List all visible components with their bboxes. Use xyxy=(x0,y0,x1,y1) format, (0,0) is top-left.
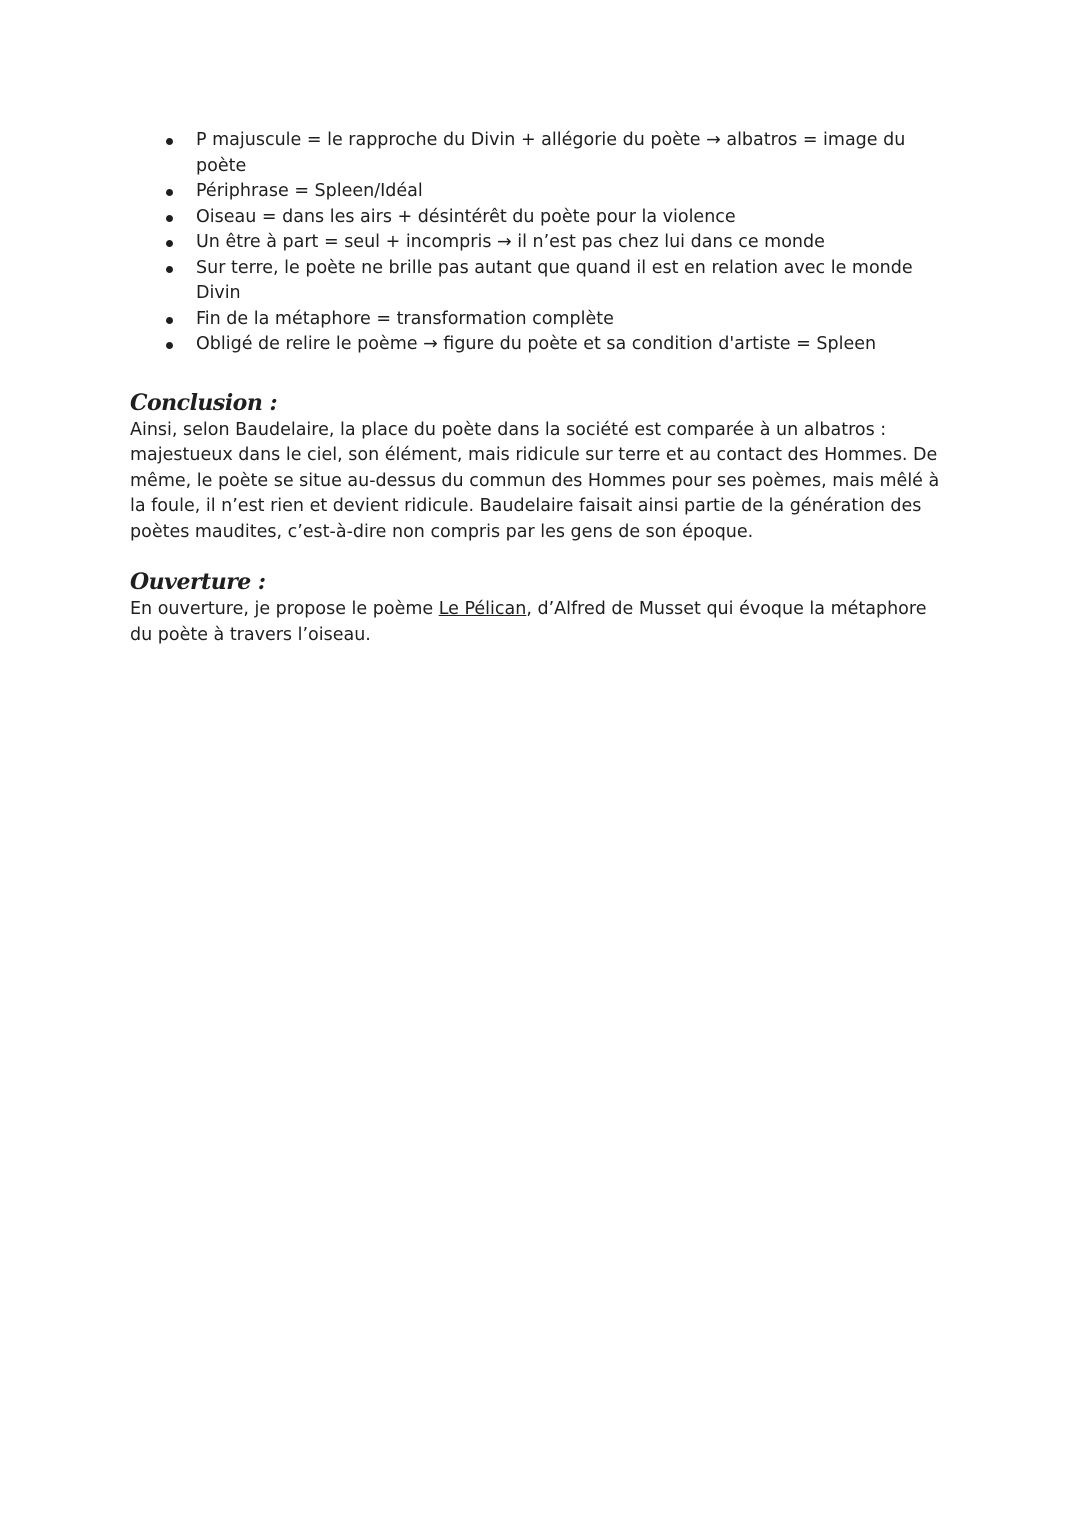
ouverture-heading: Ouverture : xyxy=(130,569,266,595)
bullet-dot-icon xyxy=(166,189,173,196)
list-item xyxy=(130,230,940,256)
ouverture-paragraph xyxy=(130,597,940,648)
bullet-text: P majuscule = le rapproche du Divin + allégorie du poète → albatros = image du poète xyxy=(196,130,906,176)
conclusion-paragraph: Ainsi, selon Baudelaire, la place du poète dans la société est comparée à un albatros : majestueux dans le ciel, son élément, mais ridicule sur terre et au contact des Hommes. De même, le poète se situe au-dessus du commun des Hommes pour ses poèmes, mais mêlé à la foule, il n’est rien et devient ridicule. Baudelaire faisait ainsi partie de la génération des poètes maudites, c’est-à-dire non compris par les gens de son époque. xyxy=(130,419,940,542)
list-item xyxy=(130,205,940,231)
bullet-dot-icon xyxy=(166,266,173,273)
bullet-text: Fin de la métaphore = transformation complète xyxy=(196,308,614,329)
list-item xyxy=(130,256,940,307)
bullet-dot-icon xyxy=(166,317,173,324)
list-item xyxy=(130,307,940,333)
ouverture-text-before: En ouverture, je propose le poème xyxy=(130,599,439,619)
bullet-dot-icon xyxy=(166,138,173,145)
bullet-dot-icon xyxy=(166,215,173,222)
bullet-text: Oiseau = dans les airs + désintérêt du poète pour la violence xyxy=(196,206,736,227)
document-page xyxy=(130,128,940,648)
ouverture-text-after: , d’Alfred de Musset qui évoque la métaphore du poète à travers l’oiseau. xyxy=(130,599,927,645)
poem-title-link[interactable]: Le Pélican xyxy=(438,599,527,619)
bullet-text: Sur terre, le poète ne brille pas autant que quand il est en relation avec le monde Divin xyxy=(196,257,913,303)
bullet-list xyxy=(130,128,940,358)
conclusion-heading: Conclusion : xyxy=(130,389,278,416)
list-item xyxy=(130,179,940,205)
list-item xyxy=(130,332,940,358)
bullet-text: Un être à part = seul + incompris → il n’est pas chez lui dans ce monde xyxy=(196,232,825,252)
bullet-text: Périphrase = Spleen/Idéal xyxy=(196,181,423,201)
bullet-text: Obligé de relire le poème → figure du poète et sa condition d'artiste = Spleen xyxy=(196,334,877,354)
bullet-dot-icon xyxy=(166,342,173,349)
list-item xyxy=(130,128,940,179)
bullet-dot-icon xyxy=(166,240,173,247)
